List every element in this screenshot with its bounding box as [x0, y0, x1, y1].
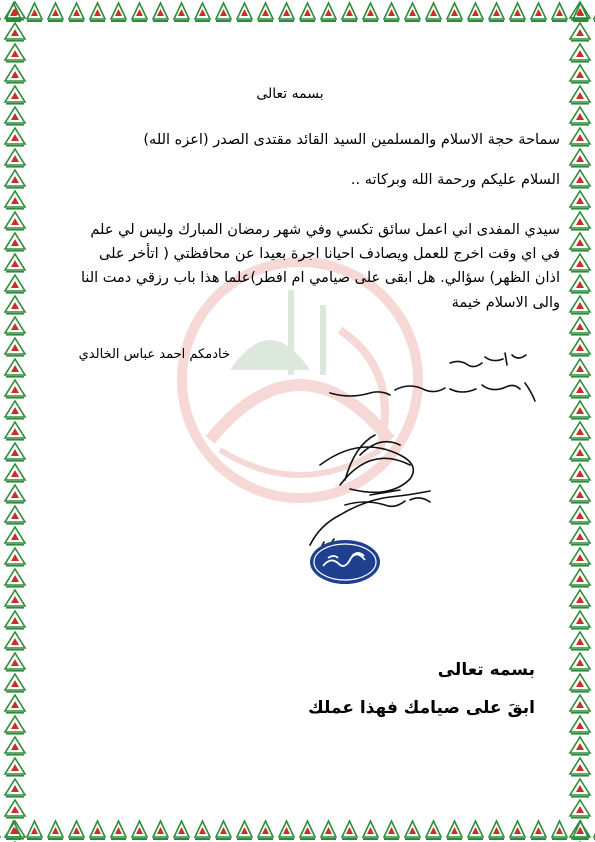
reply-heading: بسمه تعالى	[437, 660, 535, 680]
decorative-border-top	[0, 0, 595, 24]
question-line: في اي وقت اخرج للعمل ويصادف احيانا اجرة بعيدا عن محافظتي ( اتأخر على	[99, 246, 560, 262]
decorative-border-right	[565, 0, 595, 842]
letter-heading: بسمه تعالى	[256, 86, 324, 102]
question-line: سيدي المفدى اني اعمل سائق تكسي وفي شهر رمضان المبارك وليس لي علم	[90, 222, 560, 238]
letter-addressee: سماحة حجة الاسلام والمسلمين السيد القائد مقتدى الصدر (اعزه الله)	[143, 132, 560, 148]
letter-greeting: السلام عليكم ورحمة الله وبركاته ..	[350, 172, 560, 188]
decorative-border-bottom	[0, 818, 595, 842]
question-line: والى الاسلام خيمة	[451, 295, 560, 311]
office-seal-icon	[308, 538, 382, 586]
question-line: اذان الظهر) سؤالي. هل ابقى على صيامي ام افطر)علما هذا باب رزقي دمت النا	[80, 270, 560, 286]
sender-signature: خادمكم احمد عباس الخالدي	[78, 347, 230, 362]
handwritten-reply-signature	[300, 345, 550, 565]
decorative-border-left	[0, 0, 30, 842]
reply-text: ابقَ على صيامك فهذا عملك	[308, 698, 535, 718]
